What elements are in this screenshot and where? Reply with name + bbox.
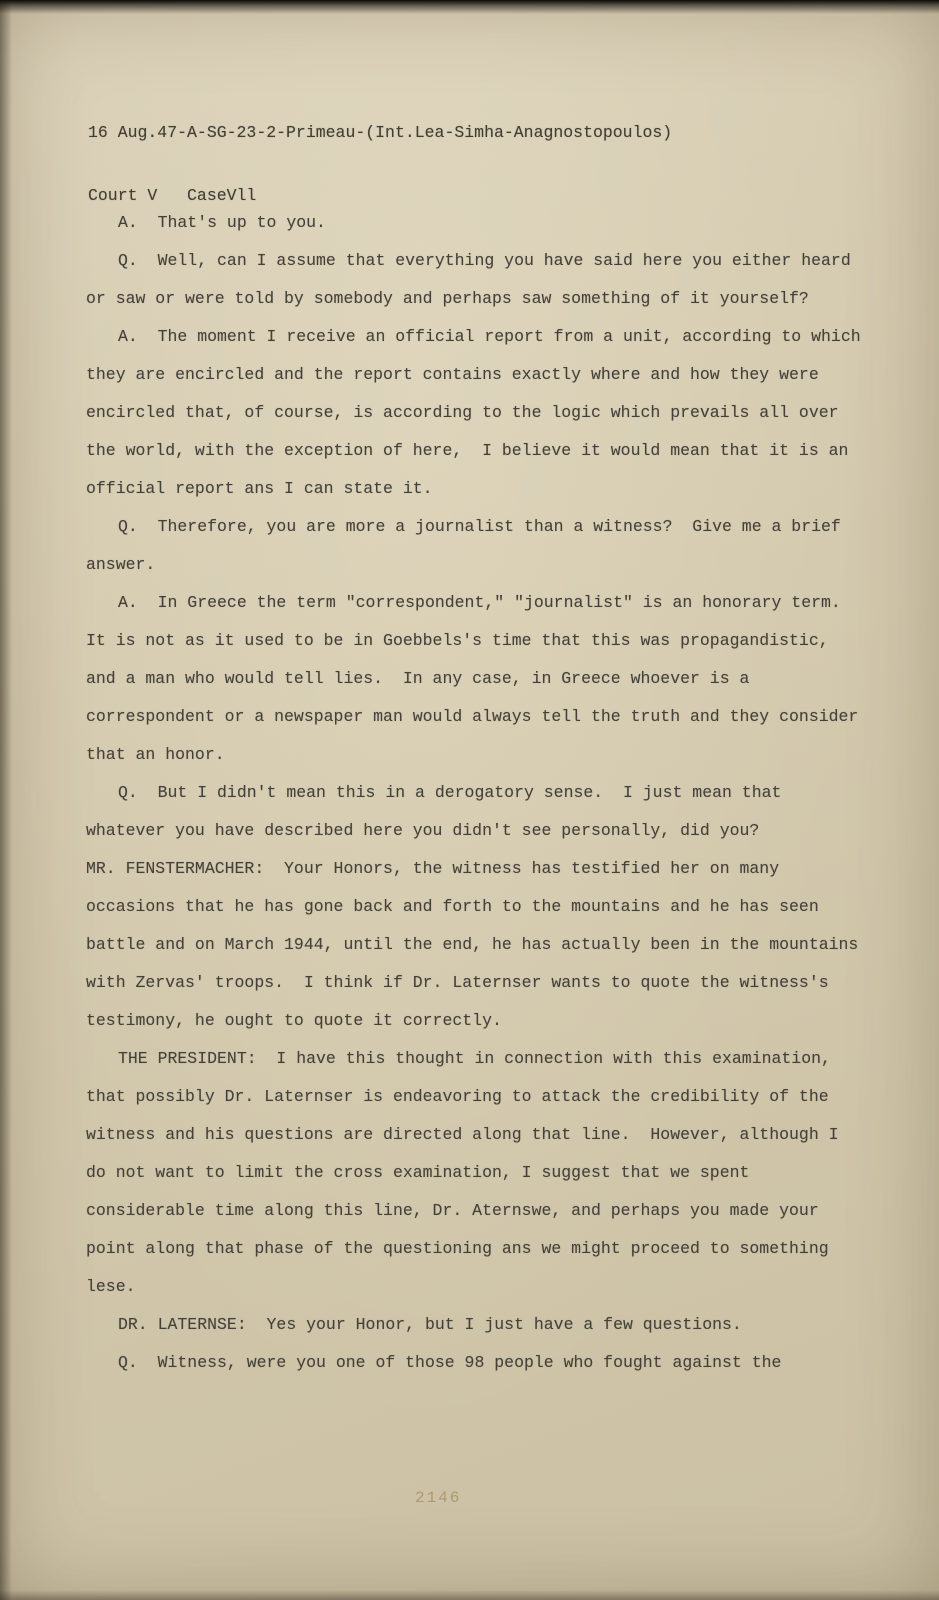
page-number: 2146 bbox=[415, 1489, 462, 1507]
answer-paragraph: A. That's up to you. bbox=[118, 213, 326, 232]
question-paragraph: Q. Witness, were you one of those 98 people who fought against the bbox=[118, 1353, 782, 1372]
answer-paragraph: A. The moment I receive an official report from a unit, according to which they are encircled and the report contains exactly where and how they were encircled that, of course, is according to the logic which prevails all over the world, with the exception of here, I believe it would mean that it is an official report ans I can state it. bbox=[86, 327, 871, 498]
doc-reference-line: 16 Aug.47-A-SG-23-2-Primeau-(Int.Lea-Simha-Anagnostopoulos) bbox=[88, 123, 673, 142]
speaker-paragraph-laternser: DR. LATERNSE: Yes your Honor, but I just have a few questions. bbox=[118, 1315, 742, 1334]
transcript-body bbox=[86, 204, 871, 1382]
answer-paragraph: A. In Greece the term "correspondent," "journalist" is an honorary term. It is not as it used to be in Goebbels's time that this was propagandistic, and a man who would tell lies. In any case, in Greece whoever is a correspondent or a newspaper man would always tell the truth and they consider that an honor. bbox=[86, 593, 869, 764]
scan-edge-left bbox=[0, 0, 12, 1600]
scan-edge-bottom bbox=[0, 1590, 939, 1600]
question-paragraph: Q. Well, can I assume that everything you have said here you either heard or saw or were told by somebody and perhaps saw something of it yourself? bbox=[86, 251, 861, 308]
speaker-paragraph-fenstermacher: MR. FENSTERMACHER: Your Honors, the witness has testified her on many occasions that he has gone back and forth to the mountains and he has seen battle and on March 1944, until the end, he has actually been in the mountains with Zervas' troops. I think if Dr. Laternser wants to quote the witness's testimony, he ought to quote it correctly. bbox=[86, 859, 869, 1030]
court-case-line: Court V CaseVll bbox=[88, 186, 257, 205]
question-paragraph: Q. Therefore, you are more a journalist than a witness? Give me a brief answer. bbox=[86, 517, 851, 574]
scan-edge-top bbox=[0, 0, 939, 14]
speaker-paragraph-president: THE PRESIDENT: I have this thought in connection with this examination, that possibly Dr. Laternser is endeavoring to attack the credibility of the witness and his questions are directed along that line. However, although I do not want to limit the cross examination, I suggest that we spent considerable time along this line, Dr. Aternswe, and perhaps you made your point along that phase of the questioning ans we might proceed to something lese. bbox=[86, 1049, 849, 1296]
question-paragraph: Q. But I didn't mean this in a derogatory sense. I just mean that whatever you have described here you didn't see personally, did you? bbox=[86, 783, 792, 840]
